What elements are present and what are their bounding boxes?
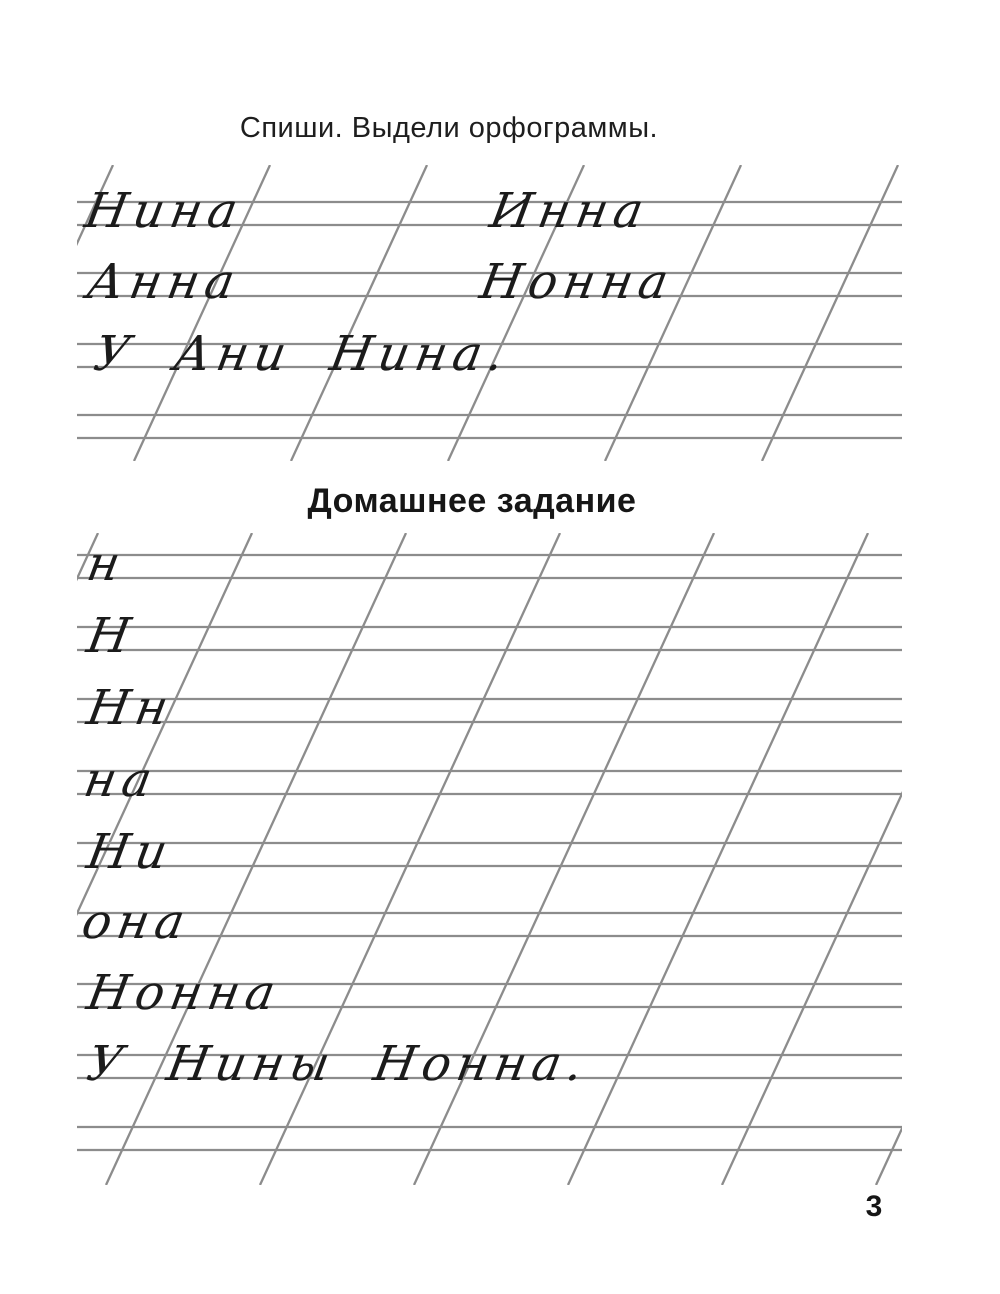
cursive-letter-n-upper: Н [82,608,141,664]
page-number: 3 [865,1190,883,1223]
cursive-word-inna: Инна [485,183,654,239]
cursive-word-nonna: Нонна [475,254,679,310]
cursive-word-anna: Анна [82,254,245,310]
copy-exercise-writing-area[interactable] [77,165,902,461]
homework-writing-area[interactable] [77,533,902,1185]
cursive-letter-n-lower: н [82,536,131,592]
cursive-word-nonna: Нонна [82,965,286,1021]
guide-line [876,533,902,1185]
cursive-sentence-u-niny-nonna: У Нины Нонна. [82,1036,594,1092]
cursive-sentence-u-ani-nina: У Ани Нина. [89,326,514,382]
exercise-instruction: Спиши. Выдели орфограммы. [239,112,659,144]
cursive-word-nina: Нина [80,183,248,239]
guide-line [568,533,868,1185]
cursive-syllable-ni: Ни [82,824,178,880]
cursive-word-ona: она [77,894,195,950]
homework-heading: Домашнее задание [307,482,637,520]
cursive-pair-nn: Нн [82,680,179,736]
guide-line [291,165,427,461]
guide-line [722,533,902,1185]
guide-line [762,165,898,461]
cursive-syllable-na: на [79,752,162,808]
